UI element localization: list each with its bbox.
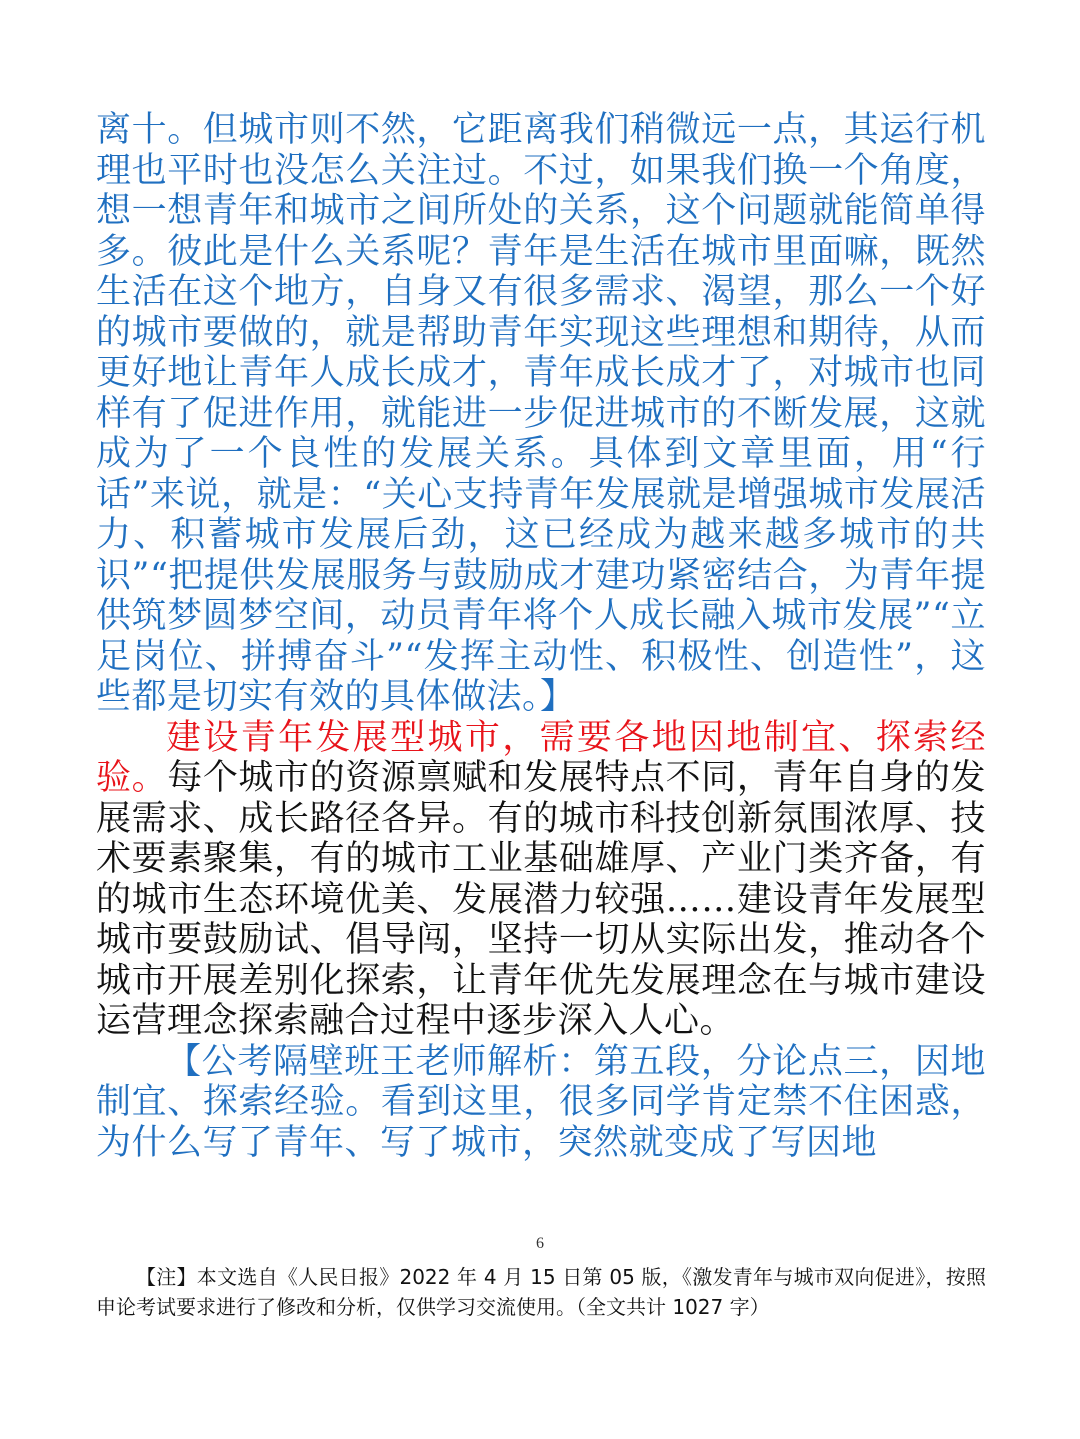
page-number: 6: [536, 1235, 544, 1252]
topic-sentence: 建设青年发展型城市，需要各地因地制宜、探索经验。: [96, 717, 986, 798]
body-paragraph-5: [96, 718, 986, 1042]
document-page: [96, 110, 986, 1163]
analysis-paragraph-continued: 离十。但城市则不然，它距离我们稍微远一点，其运行机理也平时也没怎么关注过。不过，如果我们换一个角度，想一想青年和城市之间所处的关系，这个问题就能简单得多。彼此是什么关系呢？青年是生活在城市里面嘛，既然生活在这个地方，自身又有很多需求、渴望，那么一个好的城市要做的，就是帮助青年实现这些理想和期待，从而更好地让青年人成长成才，青年成长成才了，对城市也同样有了促进作用，就能进一步促进城市的不断发展，这就成为了一个良性的发展关系。具体到文章里面，用“行话”来说，就是：“关心支持青年发展就是增强城市发展活力、积蓄城市发展后劲，这已经成为越来越多城市的共识”“把提供发展服务与鼓励成才建功紧密结合，为青年提供筑梦圆梦空间，动员青年将个人成长融入城市发展”“立足岗位、拼搏奋斗”“发挥主动性、积极性、创造性”，这些都是切实有效的具体做法。】: [96, 110, 986, 717]
paragraph-body-text: 每个城市的资源禀赋和发展特点不同，青年自身的发展需求、成长路径各异。有的城市科技创新氛围浓厚、技术要素聚集，有的城市工业基础雄厚、产业门类齐备，有的城市生态环境优美、发展潜力较强……建设青年发展型城市要鼓励试、倡导闯，坚持一切从实际出发，推动各个城市开展差别化探索，让青年优先发展理念在与城市建设运营理念探索融合过程中逐步深入人心。: [96, 758, 986, 1041]
footnote: 【注】本文选自《人民日报》2022 年 4 月 15 日第 05 版，《激发青年与城市双向促进》，按照申论考试要求进行了修改和分析，仅供学习交流使用。（全文共计 1027 字）: [96, 1265, 986, 1319]
analysis-paragraph: 【公考隔壁班王老师解析：第五段，分论点三，因地制宜、探索经验。看到这里，很多同学肯定禁不住困惑，为什么写了青年、写了城市，突然就变成了写因地: [96, 1041, 986, 1163]
